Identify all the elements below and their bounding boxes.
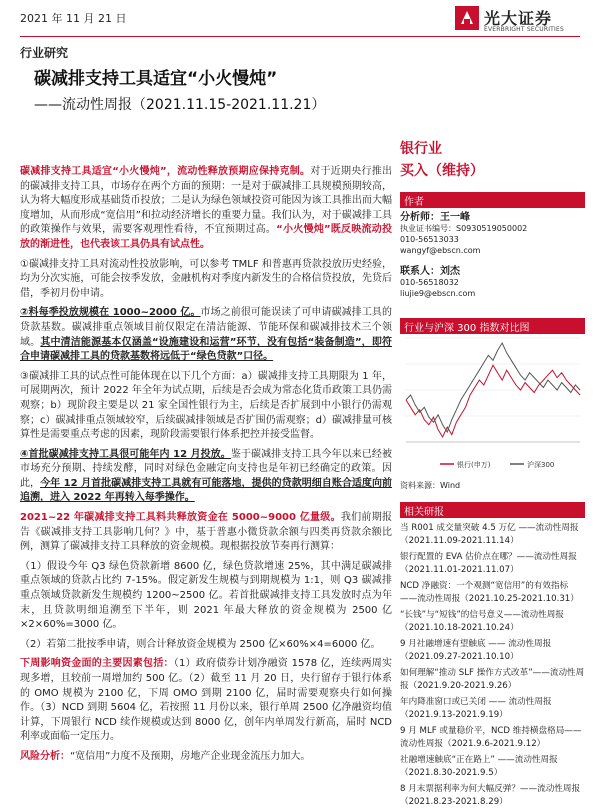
related-reports-list (400, 522, 585, 812)
analyst-cert: 执业证书编号：S0930519050002 (400, 224, 528, 233)
liquidity-text: （1）政府债券计划净融资 1578 亿，连续两周实现多增，且较前一周增加约 500 亿。（2）截至 11 月 20 日，央行留存于银行体系的 OMO 规模为 2100 亿，下周 OMO 到期 2100 亿，届时需要观察央行如何操作。（3）NCD 到期 5604 亿，若按照 11 月份以来，银行单周 2500 亿净融资均值计算，下周银行 NCD 续作规模或达到 8000 亿，创年内单周发行新高，届时 NCD 利率或面临一定压力。 (20, 658, 393, 743)
analyst-name: 王一峰 (440, 212, 470, 223)
report-title: 碳减排支持工具适宜“小火慢炖” (34, 69, 278, 89)
analyst-phone: 010-56513033 (400, 235, 459, 244)
brand-name-en: EVERBRIGHT SECURITIES (484, 26, 564, 33)
point-3: ③碳减排工具的试点性可能体现在以下几个方面：a）碳减排支持工具期限为 1 年，可展期两次，预计 2022 年全年为试点期，后续是否会成为常态化货币政策工具仍需观察；b）现阶段主要是以 21 家全国性银行为主，后续是否扩展到中小银行仍需观察；c）碳减排重点领域较窄，后续碳减排领域是否扩围仍需观察；d）碳减排量可核算性是需要重点考虑的因素，现阶段需要银行体系把控并接受监督。 (20, 370, 392, 441)
legend-label-1: 沪深300 (527, 461, 555, 469)
contact-phone: 010-56518032 (400, 278, 459, 287)
industry-label: 银行业 (400, 141, 442, 157)
related-report-item[interactable]: 8 月末票据利率为何大幅反弹？——流动性周报（2021.8.23-2021.8.29） (400, 784, 581, 807)
point-2 (20, 306, 392, 364)
point-4-tail: 今年 12 月首批碳减排支持工具就有可能落地，提供的贷款明细自账合适度向前追溯，进入 2022 年再转入每季操作。 (20, 477, 392, 504)
point-2-head: ②料每季投放规模在 1000~2000 亿。 (20, 307, 201, 319)
legend-label-0: 银行(申万) (457, 461, 491, 469)
estimate-1: （1）假设今年 Q3 绿色贷款新增 8600 亿，绿色贷款增速 25%，其中满足碳减排重点领域的贷款占比约 7-15%。假定新发生规模与到期规模为 1:1，则 Q3 碳减排重点领域贷款新发生规模约 1200~2500 亿。若首批碳减排支持工具发放时点为年末，且贷款明细追溯至下半年，则 2021 年最大释放的资金规模为 2500 亿×2×60%=3000 亿。 (20, 560, 392, 631)
related-report-item[interactable]: 9 月 MLF 或量稳价平，NCD 维持横盘格局——流动性周报（2021.9.6-2021.9.12） (400, 726, 582, 749)
author-info (400, 212, 585, 299)
summary-tail: “小火慢炖”既反映流动投放的渐进性，也代表该工具仍具有试点性。 (20, 224, 393, 250)
contact-label: 联系人： (400, 266, 440, 277)
brand-logo-icon (455, 6, 479, 30)
risk-text: “宽信用”力度不及预期，房地产企业现金流压力加大。 (70, 750, 311, 762)
series-line-0 (406, 365, 580, 437)
point-2-tail: 其中清洁能源基本仅涵盖“设施建设和运营”环节，没有包括“装备制造”，即符合申请碳减排工具的贷款基数将远低于“绿色贷款”口径。 (20, 336, 392, 363)
estimate-paragraph (20, 511, 392, 555)
summary-lead: 碳减排支持工具适宜“小火慢炖”，流动性释放预期应保持克制。 (20, 166, 311, 177)
related-report-item[interactable]: 9 月社融增速有望触底 —— 流动性周报（2021.09.27-2021.10.10） (400, 639, 552, 662)
rating-label: 买入（维持） (400, 163, 484, 179)
contact-name: 刘杰 (440, 266, 460, 277)
chart-section-header: 行业与沪深 300 指数对比图 (400, 318, 585, 334)
related-report-item[interactable]: “长钱”与“短钱”的信号意义——流动性周报（2021.10.18-2021.10.24） (400, 610, 564, 633)
risk-head: 风险分析： (20, 750, 70, 762)
report-body (20, 165, 392, 770)
estimate-head: 2021~22 年碳减排支持工具料共释放资金在 5000~9000 亿量级。 (20, 512, 341, 524)
estimate-text: 我们前期报告《碳减排支持工具影响几何？》中，基于普惠小微贷款余额与四类再贷款余额比例，测算了碳减排支持工具释放的资金规模。现根据投放节奏再行测算： (20, 512, 392, 553)
related-report-item[interactable]: 社融增速触底“正在路上” ——流动性周报（2021.8.30-2021.9.5） (400, 755, 558, 778)
risk-analysis (20, 750, 392, 765)
contact-email[interactable]: liujie9@ebscn.com (400, 289, 476, 298)
point-4-head: ④首批碳减排支持工具很可能年内 12 月投放。 (20, 448, 231, 460)
report-subtitle: ——流动性周报（2021.11.15-2021.11.21） (34, 97, 326, 113)
point-4-text: 鉴于碳减排支持工具今年以来已经被市场充分预期、持续发酵，同时对绿色金融定向支持也是年初已经确定的政策。因此， (20, 448, 392, 489)
brand-name: 光大证券 (484, 9, 553, 28)
related-report-item[interactable]: 银行配置的 EVA 估价点在哪？——流动性周报（2021.11.01-2021.11.07） (400, 552, 577, 575)
analyst-email[interactable]: wangyf@ebscn.com (400, 246, 481, 255)
related-report-item[interactable]: 如何理解“推动 SLF 操作方式改革”——流动性周报（2021.9.20-2021.9.26） (400, 668, 585, 691)
report-category: 行业研究 (20, 46, 69, 60)
point-1: ①碳减排支持工具对流动性投放影响，可以参考 TMLF 和普惠再贷款投放历史经验，均为分次实施，可能会按季发放，金融机构对季度内新发生的合格信贷投放，先贷后借，季初月份申请。 (20, 258, 392, 299)
analyst-label: 分析师： (400, 212, 440, 223)
liquidity-factors (20, 657, 392, 745)
related-report-item[interactable]: NCD 净融资：一个观测“宽信用”的有效指标——流动性周报（2021.10.25-2021.10.31） (400, 581, 579, 604)
related-report-item[interactable]: 年内降准窗口或已关闭 —— 流动性周报（2021.9.13-2021.9.19） (400, 697, 552, 720)
related-report-item[interactable]: 当 R001 成交量突破 4.5 万亿 ——流动性周报（2021.11.09-2021.11.14） (400, 523, 579, 546)
liquidity-head: 下周影响资金面的主要因素包括： (20, 658, 174, 670)
point-2-text: 市场之前很可能误读了可申请碳减排工具的贷款基数。碳减排重点领域目前仅限定在清洁能源、节能环保和碳减排技术三个领域。 (20, 307, 392, 348)
chart-legend (440, 460, 554, 469)
header-divider (20, 36, 580, 37)
related-section-header: 相关研报 (400, 502, 585, 518)
chart-source: 资料来源：Wind (400, 481, 461, 490)
summary-text: 对于近期央行推出的碳减排支持工具，市场存在两个方面的预期：一是对于碳减排工具规模预期较高，认为将大幅度形成基础货币投放；二是认为绿色领域投资可能因为该工具推出而大幅度增加，从而形成“宽信用”和拉动经济增长的重要力量。我们认为，对于碳减排工具的政策操作与效果，需要客观理性看待，不宜预期过高。 (20, 166, 393, 236)
estimate-2: （2）若第二批按季申请，则合计释放资金规模为 2500 亿×60%×4=6000 亿。 (20, 638, 381, 650)
index-comparison-chart (400, 330, 585, 475)
point-4 (20, 448, 392, 506)
report-date: 2021 年 11 月 21 日 (20, 12, 127, 25)
author-section-header: 作者 (400, 192, 585, 208)
summary-paragraph (20, 165, 392, 253)
chart-grid (406, 338, 580, 442)
